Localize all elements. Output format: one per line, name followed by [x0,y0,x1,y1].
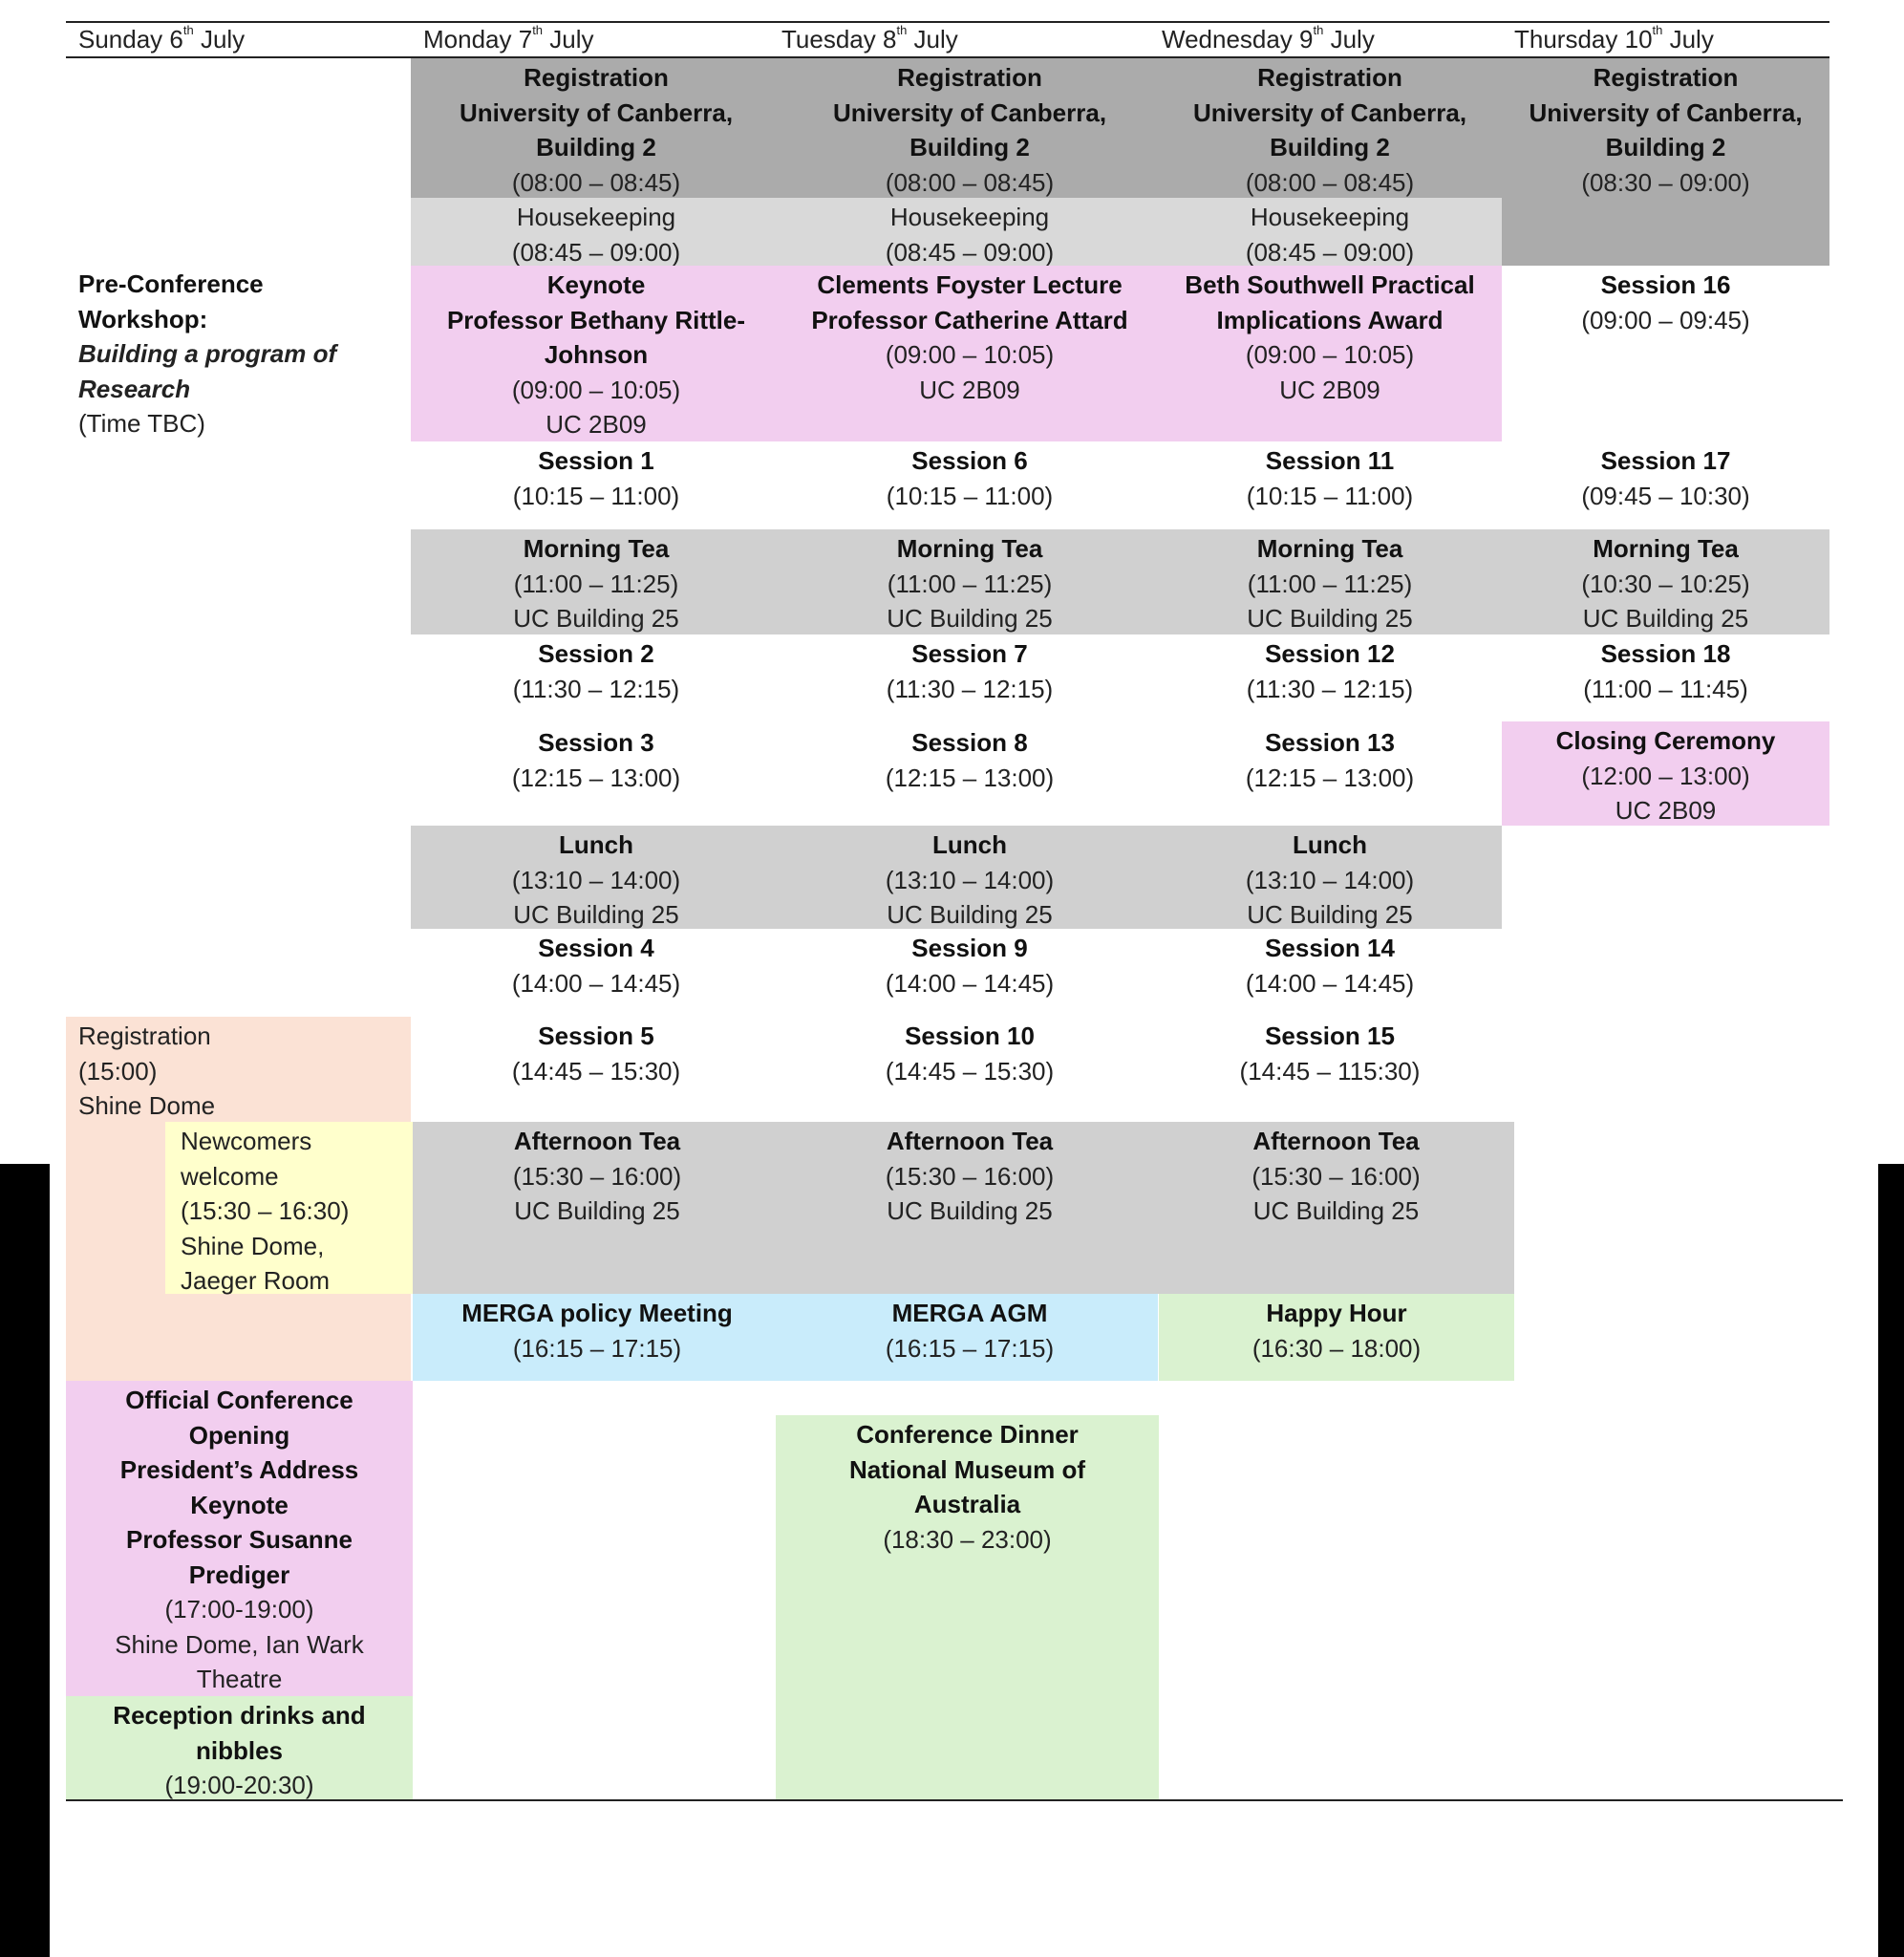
monday-afternoon-tea-time: (15:30 – 16:00) [512,1161,682,1191]
tuesday-session-a-time: (10:15 – 11:00) [886,481,1054,510]
wednesday-session-b-title: Session 12 [1265,639,1395,668]
header-days-3-label: Wednesday 9 [1162,25,1314,54]
tuesday-dinner-line2: National Museum of [848,1454,1085,1484]
thursday-session-17 [1502,441,1829,529]
wednesday-morning-tea-venue: UC Building 25 [1247,604,1413,633]
thursday-session-a-time: (09:00 – 09:45) [1581,305,1750,334]
monday-housekeeping-title: Housekeeping [516,203,676,231]
tuesday-session-8 [781,723,1158,826]
header-days-0-label: Sunday 6 [78,25,183,54]
monday-morning-tea [411,529,781,634]
wednesday-evening-title: Happy Hour [1266,1299,1407,1327]
thursday-registration-venue2: Building 2 [1605,133,1726,161]
wednesday-registration-venue1: University of Canberra, [1192,97,1467,127]
wednesday-evening-time: (16:30 – 18:00) [1252,1333,1422,1363]
sunday-opening-line6: Prediger [188,1559,290,1589]
header-days-3-month: July [1323,25,1375,54]
monday-session-2 [411,634,781,722]
header-days-0-month: July [193,25,246,54]
sunday-newcomers-time: (15:30 – 16:30) [181,1196,350,1225]
monday-merga-policy-meeting [413,1294,781,1381]
monday-registration [411,58,781,198]
wednesday-afternoon-tea-title: Afternoon Tea [1252,1127,1420,1155]
wednesday-session-15 [1158,1017,1502,1122]
tuesday-keynote-venue: UC 2B09 [919,375,1020,404]
day-header-monday [423,23,594,55]
day-header-tuesday [781,23,958,55]
thursday-registration-venue1: University of Canberra, [1529,97,1803,127]
sunday-registration-time: (15:00) [78,1056,158,1086]
tuesday-keynote-time: (09:00 – 10:05) [885,340,1055,369]
monday-keynote-speaker1: Professor Bethany Rittle- [446,305,746,334]
tuesday-afternoon-tea-title: Afternoon Tea [886,1127,1054,1155]
header-days-4-sup: th [1652,23,1663,37]
wednesday-keynote-title2: Implications Award [1216,305,1444,334]
monday-session-a-time: (10:15 – 11:00) [512,481,680,510]
tuesday-keynote-speaker1: Professor Catherine Attard [811,305,1128,334]
monday-keynote-time: (09:00 – 10:05) [511,375,681,404]
sunday-opening-time: (17:00-19:00) [164,1595,314,1624]
sunday-workshop-title1: Pre-Conference [78,269,264,298]
wednesday-session-d-time: (14:00 – 14:45) [1245,968,1415,998]
monday-morning-tea-title: Morning Tea [523,534,670,563]
wednesday-afternoon-tea [1158,1122,1514,1294]
monday-lunch-title: Lunch [559,830,633,859]
monday-housekeeping [411,198,781,266]
tuesday-afternoon-tea [781,1122,1158,1294]
thursday-session-c-time: (11:00 – 11:45) [1583,674,1748,703]
monday-session-5 [411,1017,781,1122]
tuesday-session-9 [781,929,1158,1017]
tuesday-morning-tea-title: Morning Tea [896,534,1043,563]
monday-session-a-title: Session 1 [538,446,654,475]
sunday-opening-line2: Opening [188,1420,290,1450]
thursday-session-16 [1502,266,1829,441]
sunday-reception-time: (19:00-20:30) [164,1771,314,1799]
tuesday-session-7 [781,634,1158,722]
thursday-session-a-title: Session 16 [1600,270,1731,299]
day-header-wednesday [1162,23,1375,55]
wednesday-session-c-time: (12:15 – 13:00) [1245,763,1415,792]
monday-session-4 [411,929,781,1017]
thursday-closing-title: Closing Ceremony [1555,726,1776,755]
sunday-newcomers-welcome [165,1122,413,1294]
wednesday-keynote-title1: Beth Southwell Practical [1185,270,1475,299]
left-edge-bar [0,1164,50,1957]
wednesday-keynote-venue: UC 2B09 [1279,375,1380,404]
tuesday-dinner-line3: Australia [913,1490,1021,1518]
monday-registration-venue2: Building 2 [536,133,656,161]
tuesday-housekeeping [781,198,1158,266]
tuesday-lunch-title: Lunch [932,830,1007,859]
tuesday-session-c-title: Session 8 [911,728,1028,757]
wednesday-registration-venue2: Building 2 [1270,133,1390,161]
tuesday-registration-venue1: University of Canberra, [832,97,1107,127]
tuesday-dinner-line1: Conference Dinner [856,1420,1079,1449]
wednesday-registration-title: Registration [1257,63,1402,92]
tuesday-merga-agm [781,1294,1158,1381]
sunday-workshop-title2: Workshop: [78,304,208,333]
monday-session-3 [411,723,781,826]
sunday-opening-line4: Keynote [190,1490,289,1519]
sunday-workshop-subtitle1: Building a program of [78,339,337,368]
thursday-session-c-title: Session 18 [1600,639,1731,668]
tuesday-afternoon-tea-time: (15:30 – 16:00) [885,1161,1055,1191]
wednesday-lunch-title: Lunch [1293,830,1367,859]
sunday-workshop-subtitle2: Research [78,374,191,403]
thursday-morning-tea-venue: UC Building 25 [1582,604,1749,633]
tuesday-clements-foyster-lecture [781,266,1158,441]
wednesday-happy-hour [1159,1294,1514,1381]
wednesday-lunch-venue: UC Building 25 [1247,900,1413,929]
wednesday-registration [1158,58,1502,198]
thursday-morning-tea-title: Morning Tea [1593,534,1739,563]
header-days-2-sup: th [896,23,908,37]
monday-registration-title: Registration [524,63,669,92]
thursday-registration [1502,58,1829,266]
wednesday-afternoon-tea-time: (15:30 – 16:00) [1252,1161,1421,1191]
tuesday-evening-time: (16:15 – 17:15) [885,1333,1055,1363]
header-days-4-label: Thursday 10 [1514,25,1653,54]
tuesday-session-6 [781,441,1158,529]
monday-evening-title: MERGA policy Meeting [461,1299,733,1327]
sunday-newcomers-line2: welcome [181,1161,279,1191]
sunday-official-opening [66,1381,413,1696]
monday-session-e-title: Session 5 [538,1022,654,1050]
thursday-session-b-title: Session 17 [1600,446,1731,475]
wednesday-session-a-title: Session 11 [1265,446,1395,475]
tuesday-session-10 [781,1017,1158,1122]
monday-keynote-venue: UC 2B09 [546,410,647,439]
wednesday-session-11 [1158,441,1502,529]
header-days-1-label: Monday 7 [423,25,533,54]
monday-session-c-title: Session 3 [538,728,654,757]
sunday-opening-line3: President’s Address [119,1455,359,1484]
tuesday-conference-dinner [776,1415,1159,1799]
wednesday-housekeeping-title: Housekeeping [1250,203,1410,231]
monday-session-c-time: (12:15 – 13:00) [511,763,681,792]
monday-registration-venue1: University of Canberra, [459,97,734,127]
tuesday-session-d-time: (14:00 – 14:45) [885,968,1055,998]
right-edge-bar [1878,1164,1904,1957]
tuesday-registration [781,58,1158,198]
wednesday-session-12 [1158,634,1502,722]
wednesday-morning-tea-time: (11:00 – 11:25) [1247,569,1413,598]
tuesday-session-b-title: Session 7 [911,639,1028,668]
thursday-registration-time: (08:30 – 09:00) [1581,167,1750,197]
monday-afternoon-tea-venue: UC Building 25 [514,1196,680,1225]
wednesday-keynote-time: (09:00 – 10:05) [1245,340,1415,369]
monday-session-d-title: Session 4 [538,934,654,962]
wednesday-lunch-time: (13:10 – 14:00) [1245,865,1415,894]
thursday-closing-venue: UC 2B09 [1615,796,1717,825]
monday-housekeeping-time: (08:45 – 09:00) [511,237,681,267]
monday-morning-tea-venue: UC Building 25 [513,604,679,633]
tuesday-afternoon-tea-venue: UC Building 25 [887,1196,1053,1225]
tuesday-lunch-time: (13:10 – 14:00) [885,865,1055,894]
wednesday-registration-time: (08:00 – 08:45) [1245,167,1415,197]
sunday-reception-line1: Reception drinks and [113,1701,366,1730]
sunday-registration-title: Registration [78,1022,211,1050]
tuesday-morning-tea [781,529,1158,634]
monday-session-b-time: (11:30 – 12:15) [512,674,680,703]
monday-keynote-title: Keynote [546,270,646,299]
monday-morning-tea-time: (11:00 – 11:25) [513,569,679,598]
wednesday-morning-tea [1158,529,1502,634]
tuesday-dinner-time: (18:30 – 23:00) [883,1524,1052,1554]
monday-afternoon-tea-title: Afternoon Tea [513,1127,681,1155]
monday-afternoon-tea [413,1122,781,1294]
sunday-opening-venue1: Shine Dome, Ian Wark [115,1629,364,1659]
monday-session-d-time: (14:00 – 14:45) [511,968,681,998]
wednesday-housekeeping [1158,198,1502,266]
wednesday-lunch [1158,826,1502,929]
tuesday-registration-time: (08:00 – 08:45) [885,167,1055,197]
sunday-workshop-time: (Time TBC) [78,409,205,438]
sunday-reception [66,1696,413,1799]
wednesday-session-13 [1158,723,1502,826]
sunday-registration-venue: Shine Dome [78,1091,216,1120]
sunday-reception-line2: nibbles [195,1735,283,1765]
thursday-morning-tea [1502,529,1829,634]
sunday-newcomers-line1: Newcomers [181,1127,312,1155]
tuesday-registration-title: Registration [897,63,1042,92]
monday-lunch [411,826,781,929]
tuesday-session-e-time: (14:45 – 15:30) [885,1056,1055,1086]
wednesday-session-c-title: Session 13 [1265,728,1395,757]
monday-lunch-time: (13:10 – 14:00) [511,865,681,894]
tuesday-morning-tea-time: (11:00 – 11:25) [887,569,1053,598]
tuesday-lunch [781,826,1158,929]
monday-keynote-speaker2: Johnson [544,340,649,369]
sunday-workshop [66,265,411,441]
tuesday-keynote-title: Clements Foyster Lecture [817,270,1123,299]
monday-registration-time: (08:00 – 08:45) [511,167,681,197]
tuesday-evening-title: MERGA AGM [891,1299,1048,1327]
wednesday-session-a-time: (10:15 – 11:00) [1246,481,1414,510]
header-days-2-label: Tuesday 8 [781,25,897,54]
sunday-newcomers-venue2: Jaeger Room [181,1266,331,1295]
thursday-closing-time: (12:00 – 13:00) [1581,761,1750,790]
thursday-session-b-time: (09:45 – 10:30) [1581,481,1750,510]
header-days-1-sup: th [532,23,544,37]
tuesday-registration-venue2: Building 2 [909,133,1030,161]
header-days-0-sup: th [182,23,194,37]
tuesday-morning-tea-venue: UC Building 25 [887,604,1053,633]
monday-session-b-title: Session 2 [538,639,654,668]
monday-session-1 [411,441,781,529]
wednesday-session-e-title: Session 15 [1265,1022,1395,1050]
wednesday-morning-tea-title: Morning Tea [1256,534,1403,563]
wednesday-session-b-time: (11:30 – 12:15) [1246,674,1414,703]
sunday-opening-venue2: Theatre [196,1665,283,1693]
tuesday-session-c-time: (12:15 – 13:00) [885,763,1055,792]
header-days-4-month: July [1662,25,1714,54]
wednesday-session-d-title: Session 14 [1265,934,1395,962]
tuesday-session-a-title: Session 6 [911,446,1028,475]
monday-session-e-time: (14:45 – 15:30) [511,1056,681,1086]
wednesday-session-14 [1158,929,1502,1017]
header-days-2-month: July [907,25,958,54]
tuesday-housekeeping-title: Housekeeping [889,203,1050,231]
thursday-session-18 [1502,634,1829,722]
sunday-newcomers-venue1: Shine Dome, [181,1231,325,1260]
monday-keynote [411,266,781,441]
thursday-morning-tea-time: (10:30 – 10:25) [1581,569,1750,598]
day-header-thursday [1514,23,1714,55]
wednesday-beth-southwell-award [1158,266,1502,441]
sunday-opening-line5: Professor Susanne [126,1525,353,1554]
header-days-1-month: July [543,25,594,54]
tuesday-session-e-title: Session 10 [905,1022,1035,1050]
tuesday-housekeeping-time: (08:45 – 09:00) [885,237,1055,267]
thursday-closing-ceremony [1502,721,1829,826]
day-header-sunday [78,23,245,55]
header-days-3-sup: th [1313,23,1324,37]
wednesday-session-e-time: (14:45 – 115:30) [1239,1056,1421,1086]
tuesday-session-b-time: (11:30 – 12:15) [886,674,1054,703]
tuesday-session-d-title: Session 9 [911,934,1028,962]
monday-evening-time: (16:15 – 17:15) [512,1333,682,1363]
sunday-opening-line1: Official Conference [125,1386,353,1414]
tuesday-lunch-venue: UC Building 25 [887,900,1053,929]
sunday-registration [66,1017,411,1122]
wednesday-afternoon-tea-venue: UC Building 25 [1252,1196,1420,1225]
wednesday-housekeeping-time: (08:45 – 09:00) [1245,237,1415,267]
monday-lunch-venue: UC Building 25 [513,900,679,929]
thursday-registration-title: Registration [1593,63,1739,92]
